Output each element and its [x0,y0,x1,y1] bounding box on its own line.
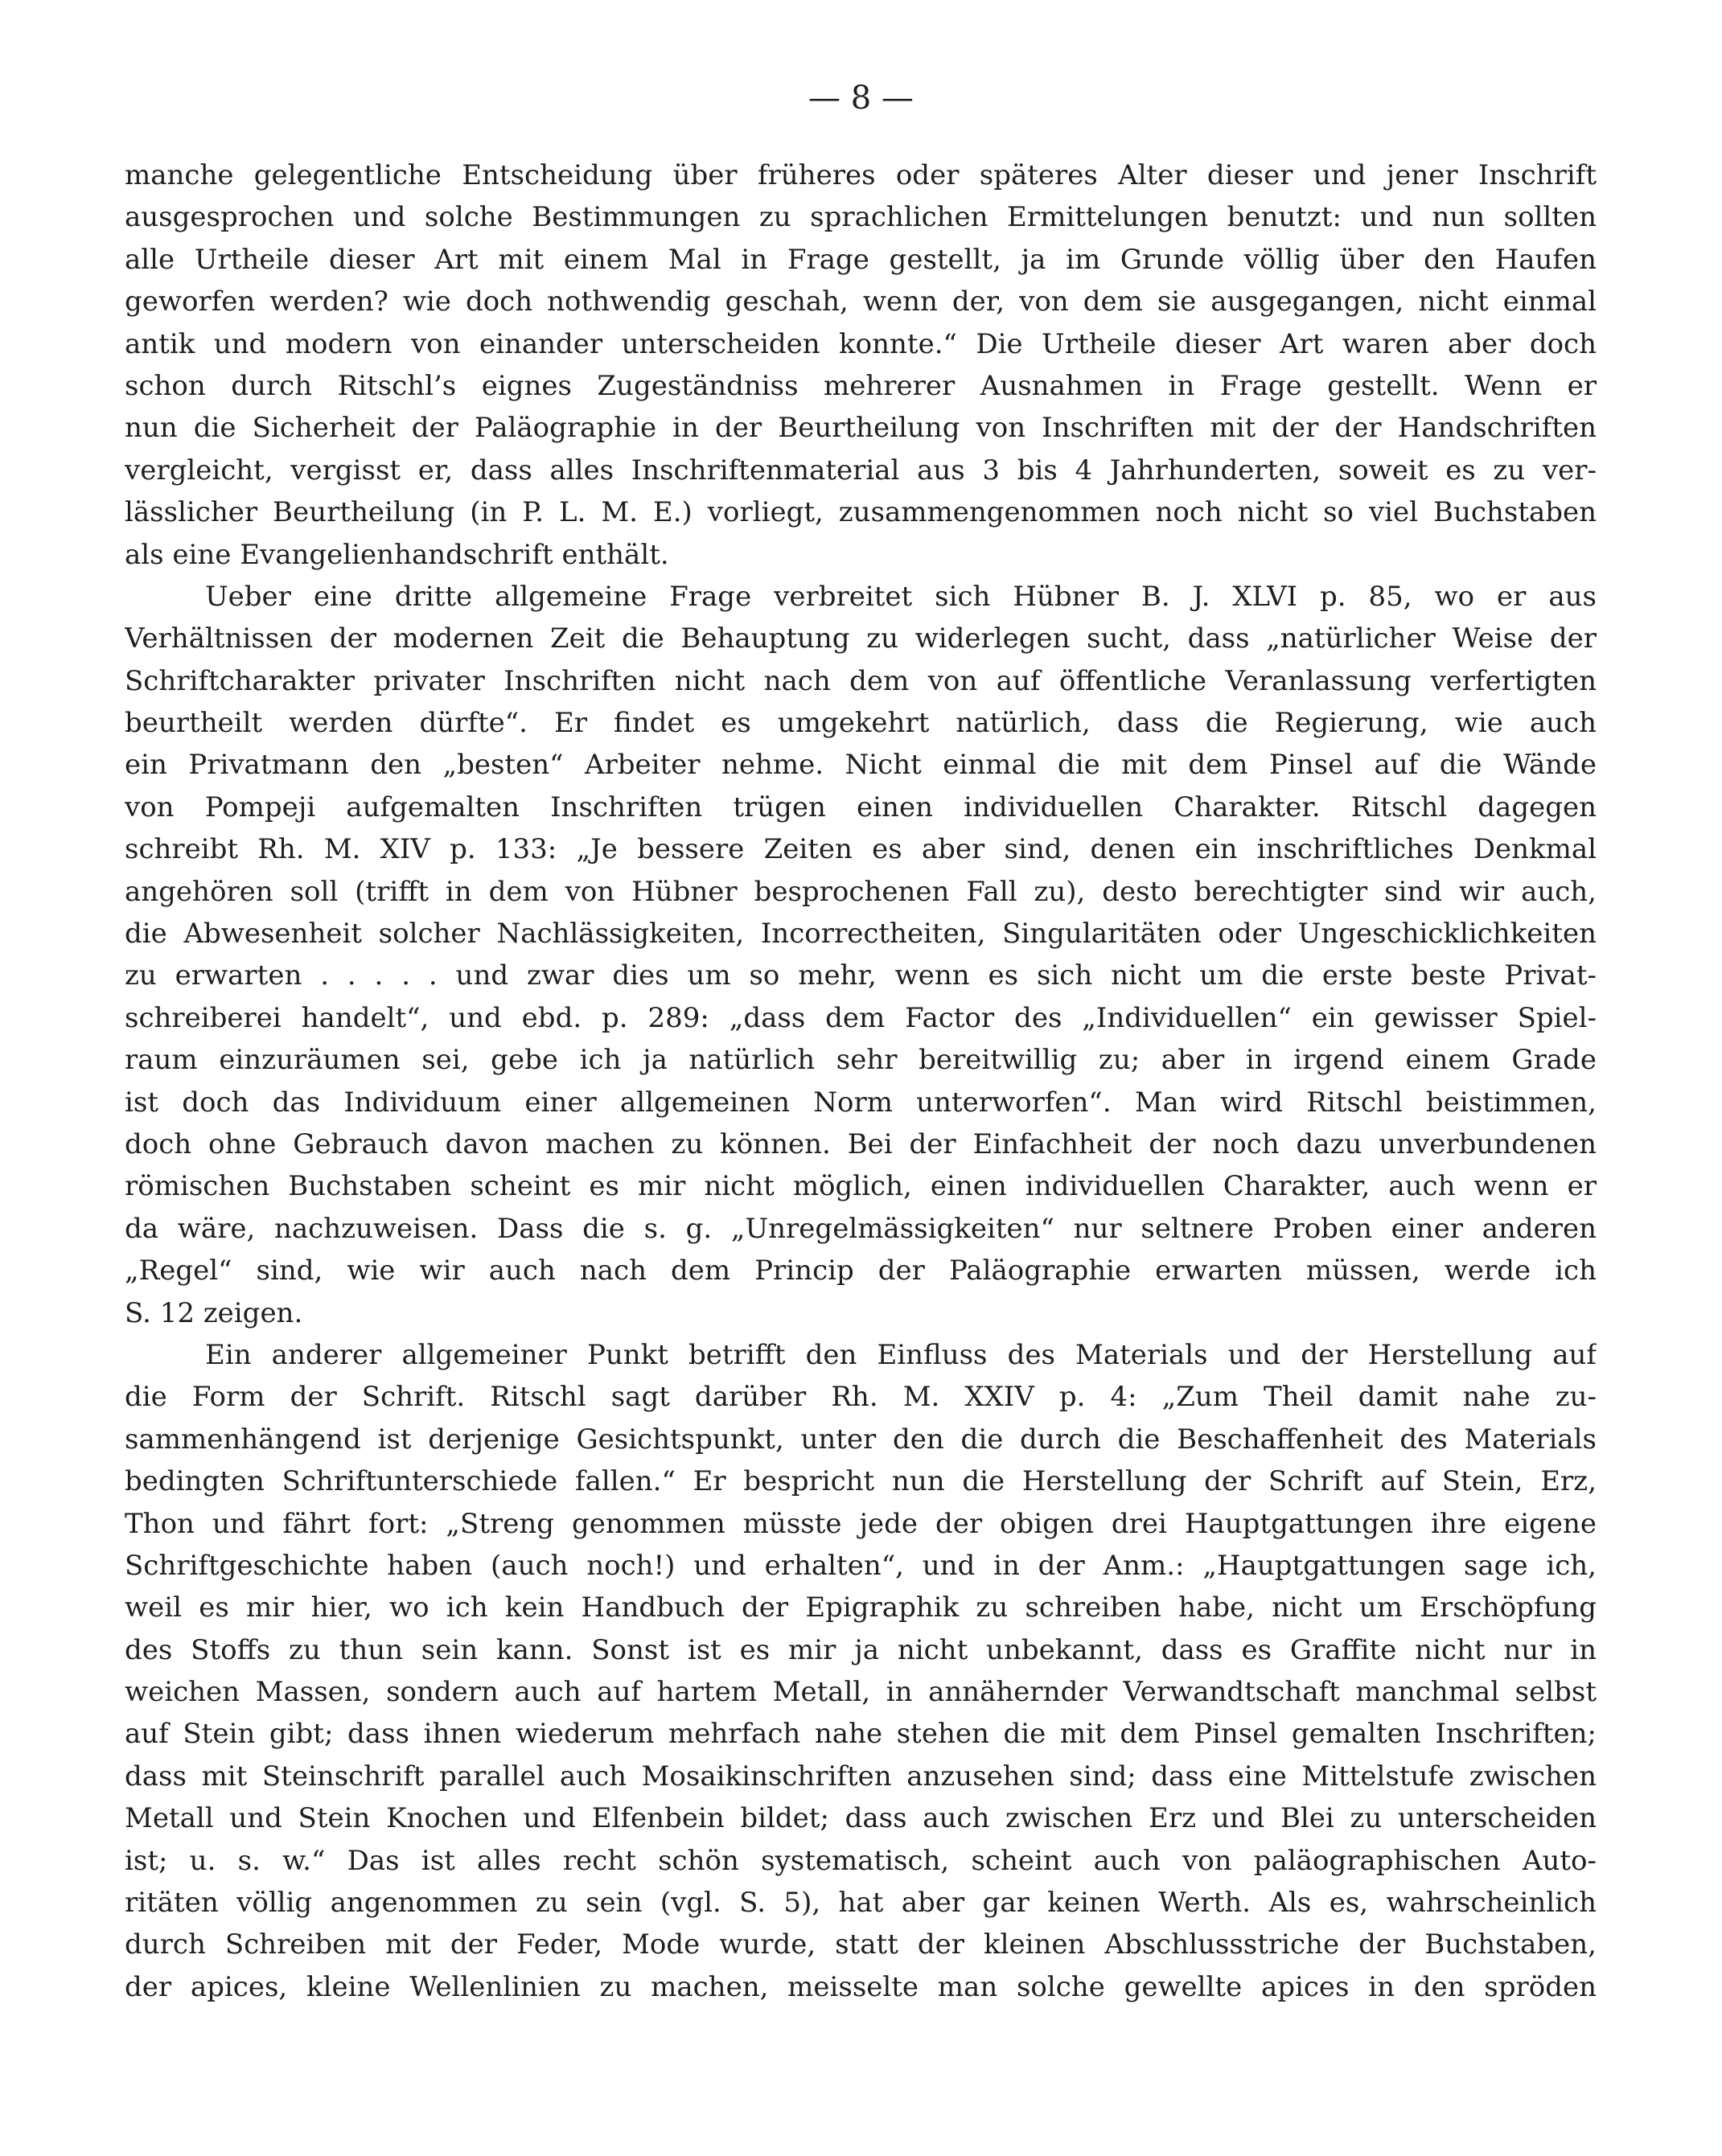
text-line: weil es mir hier, wo ich kein Handbuch der Epigraphik zu schreiben habe, nicht um Erschöpfung [125,1591,1597,1624]
text-line: von Pompeji aufgemalten Inschriften trügen einen individuellen Charakter. Ritschl dagegen [125,791,1597,823]
text-line: sammenhängend ist derjenige Gesichtspunkt, unter den die durch die Beschaffenheit des Materials [125,1423,1597,1456]
text-line: Thon und fährt fort: „Streng genommen müsste jede der obigen drei Hauptgattungen ihre eigene [125,1507,1597,1540]
text-line: auf Stein gibt; dass ihnen wiederum mehrfach nahe stehen die mit dem Pinsel gemalten Inschriften; [125,1718,1597,1751]
text-line: ausgesprochen und solche Bestimmungen zu sprachlichen Ermittelungen benutzt: und nun sollten [125,201,1597,234]
text-line: „Regel“ sind, wie wir auch nach dem Princip der Paläographie erwarten müssen, werde ich [125,1255,1597,1287]
text-line: da wäre, nachzuweisen. Dass die s. g. „Unregelmässigkeiten“ nur seltnere Proben einer anderen [125,1212,1597,1245]
text-line: vergleicht, vergisst er, dass alles Inschriftenmaterial aus 3 bis 4 Jahrhunderten, soweit es zu ver- [125,454,1597,487]
text-line: bedingten Schriftunterschiede fallen.“ Er bespricht nun die Herstellung der Schrift auf Stein, Erz, [125,1465,1597,1498]
text-body [125,154,1597,2008]
text-line: Schriftgeschichte haben (auch noch!) und erhalten“, und in der Anm.: „Hauptgattungen sage ich, [125,1549,1597,1582]
text-line: des Stoffs zu thun sein kann. Sonst ist es mir ja nicht unbekannt, dass es Graffite nicht nur in [125,1633,1597,1666]
text-line: nun die Sicherheit der Paläographie in der Beurtheilung von Inschriften mit der der Handschriften [125,412,1597,445]
text-line: der apices, kleine Wellenlinien zu machen, meisselte man solche gewellte apices in den spröden [125,1970,1597,2003]
text-line: doch ohne Gebrauch davon machen zu können. Bei der Einfachheit der noch dazu unverbundenen [125,1127,1597,1160]
text-line: S. 12 zeigen. [125,1296,303,1329]
text-line: schon durch Ritschl’s eignes Zugeständniss mehrerer Ausnahmen in Frage gestellt. Wenn er [125,369,1597,402]
text-line: alle Urtheile dieser Art mit einem Mal in Frage gestellt, ja im Grunde völlig über den Haufen [125,243,1597,276]
text-line: ist; u. s. w.“ Das ist alles recht schön systematisch, scheint auch von paläographischen Auto- [125,1844,1597,1877]
text-line: Verhältnissen der modernen Zeit die Behauptung zu widerlegen sucht, dass „natürlicher Weise der [125,622,1597,655]
text-line: Ueber eine dritte allgemeine Frage verbreitet sich Hübner B. J. XLVI p. 85, wo er aus [205,580,1597,613]
text-line: geworfen werden? wie doch nothwendig geschah, wenn der, von dem sie ausgegangen, nicht einmal [125,285,1597,318]
text-line: schreibt Rh. M. XIV p. 133: „Je bessere Zeiten es aber sind, denen ein inschriftliches Denkmal [125,833,1597,866]
text-line: dass mit Steinschrift parallel auch Mosaikinschriften anzusehen sind; dass eine Mittelstufe zwischen [125,1760,1597,1793]
text-line: weichen Massen, sondern auch auf hartem Metall, in annähernder Verwandtschaft manchmal selbst [125,1676,1597,1709]
text-line: die Abwesenheit solcher Nachlässigkeiten, Incorrectheiten, Singularitäten oder Ungeschicklichkeiten [125,918,1597,951]
text-line: Ein anderer allgemeiner Punkt betrifft den Einfluss des Materials und der Herstellung auf [205,1338,1597,1371]
text-line: die Form der Schrift. Ritschl sagt darüber Rh. M. XXIV p. 4: „Zum Theil damit nahe zu- [125,1381,1597,1414]
text-line: schreiberei handelt“, und ebd. p. 289: „dass dem Factor des „Individuellen“ ein gewisser Spiel- [125,1001,1597,1034]
text-line: Metall und Stein Knochen und Elfenbein bildet; dass auch zwischen Erz und Blei zu unterscheiden [125,1802,1597,1835]
text-line: antik und modern von einander unterscheiden konnte.“ Die Urtheile dieser Art waren aber doch [125,327,1597,360]
text-line: lässlicher Beurtheilung (in P. L. M. E.) vorliegt, zusammengenommen noch nicht so viel Buchstaben [125,496,1597,529]
text-line: römischen Buchstaben scheint es mir nicht möglich, einen individuellen Charakter, auch wenn er [125,1170,1597,1203]
text-line: manche gelegentliche Entscheidung über früheres oder späteres Alter dieser und jener Inschrift [125,159,1597,191]
text-line: ritäten völlig angenommen zu sein (vgl. S. 5), hat aber gar keinen Werth. Als es, wahrscheinlich [125,1887,1597,1920]
text-line: durch Schreiben mit der Feder, Mode wurde, statt der kleinen Abschlussstriche der Buchstaben, [125,1928,1597,1961]
text-line: Schriftcharakter privater Inschriften nicht nach dem von auf öffentliche Veranlassung verfertigten [125,664,1597,697]
text-line: raum einzuräumen sei, gebe ich ja natürlich sehr bereitwillig zu; aber in irgend einem Grade [125,1044,1597,1077]
text-line: beurtheilt werden dürfte“. Er findet es umgekehrt natürlich, dass die Regierung, wie auch [125,707,1597,740]
text-line: als eine Evangelienhandschrift enthält. [125,538,669,571]
text-line: ein Privatmann den „besten“ Arbeiter nehme. Nicht einmal die mit dem Pinsel auf die Wände [125,749,1597,782]
text-line: zu erwarten . . . . . und zwar dies um so mehr, wenn es sich nicht um die erste beste Privat- [125,959,1597,992]
text-line: ist doch das Individuum einer allgemeinen Norm unterworfen“. Man wird Ritschl beistimmen, [125,1086,1597,1119]
text-line: angehören soll (trifft in dem von Hübner besprochenen Fall zu), desto berechtigter sind wir auch, [125,875,1597,908]
page-number: — 8 — [808,80,914,117]
